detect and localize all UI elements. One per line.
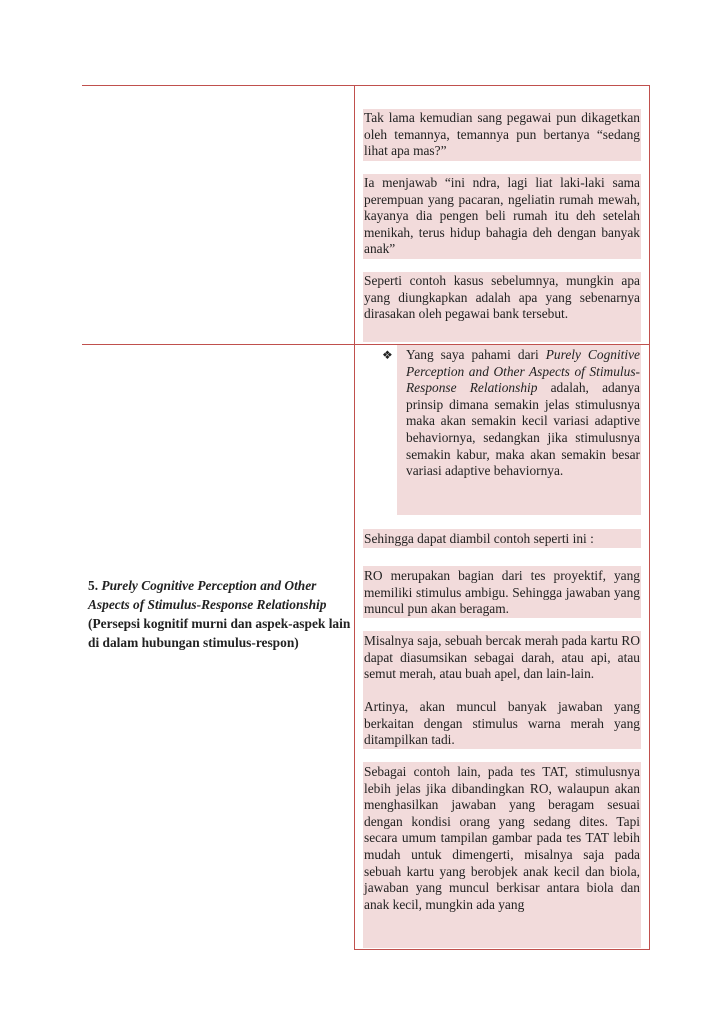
section-number: 5. (88, 578, 99, 593)
row2-paragraph-2: RO merupakan bagian dari tes proyektif, yang memiliki stimulus ambigu. Sehingga jawaban yang muncul pun akan beragam. (364, 568, 640, 617)
row1-right-cell (354, 85, 650, 344)
row2-paragraph-4: Artinya, akan muncul banyak jawaban yang berkaitan dengan stimulus warna merah yang ditampilkan tadi. (364, 699, 640, 748)
row2-paragraph-3: Misalnya saja, sebuah bercak merah pada kartu RO dapat diasumsikan sebagai darah, atau api, atau semut merah, atau buah apel, dan lain-lain. (364, 633, 640, 682)
section-heading (88, 576, 360, 652)
row2-paragraph-5: Sebagai contoh lain, pada tes TAT, stimulusnya lebih jelas jika dibandingkan RO, walaupun akan menghasilkan jawaban yang beragam sesuai dengan kondisi orang yang sedang dites. Tapi secara umum tampilan gambar pada tes TAT lebih mudah untuk dimengerti, misalnya saja pada sebuah kartu yang berobjek anak kecil dan biola, jawaban yang muncul berkisar antara biola dan anak kecil, mungkin ada yang (364, 764, 640, 912)
row1-paragraph-3: Seperti contoh kasus sebelumnya, mungkin apa yang diungkapkan adalah apa yang sebenarnya dirasakan oleh pegawai bank tersebut. (364, 273, 640, 322)
bullet-text: Yang saya pahami dari Purely Cognitive Perception and Other Aspects of Stimulus-Response Relationship adalah, adanya prinsip dimana semakin jelas stimulusnya maka akan semakin kecil variasi adaptive behaviornya, sedangkan jika stimulusnya semakin kabur, maka akan semakin besar variasi adaptive behaviornya. (406, 347, 641, 479)
section-subtitle: (Persepsi kognitif murni dan aspek-aspek lain di dalam hubungan stimulus-respon) (88, 616, 351, 650)
row1-paragraph-1: Tak lama kemudian sang pegawai pun dikagetkan oleh temannya, temannya pun bertanya “sedang lihat apa mas?” (364, 110, 640, 159)
row2-paragraph-1: Sehingga dapat diambil contoh seperti ini : (364, 531, 594, 546)
row2-right-cell (354, 345, 650, 950)
row1-paragraph-2: Ia menjawab “ini ndra, lagi liat laki-laki sama perempuan yang pacaran, ngeliatin rumah mewah, kayanya dia pengen beli rumah itu deh setelah menikah, terus hidup bahagia deh dengan banyak anak” (364, 175, 640, 257)
section-title-italic: Purely Cognitive Perception and Other Aspects of Stimulus-Response Relationship (88, 578, 327, 612)
table-bottom-border (354, 949, 650, 950)
diamond-bullet-icon: ❖ (382, 348, 393, 362)
